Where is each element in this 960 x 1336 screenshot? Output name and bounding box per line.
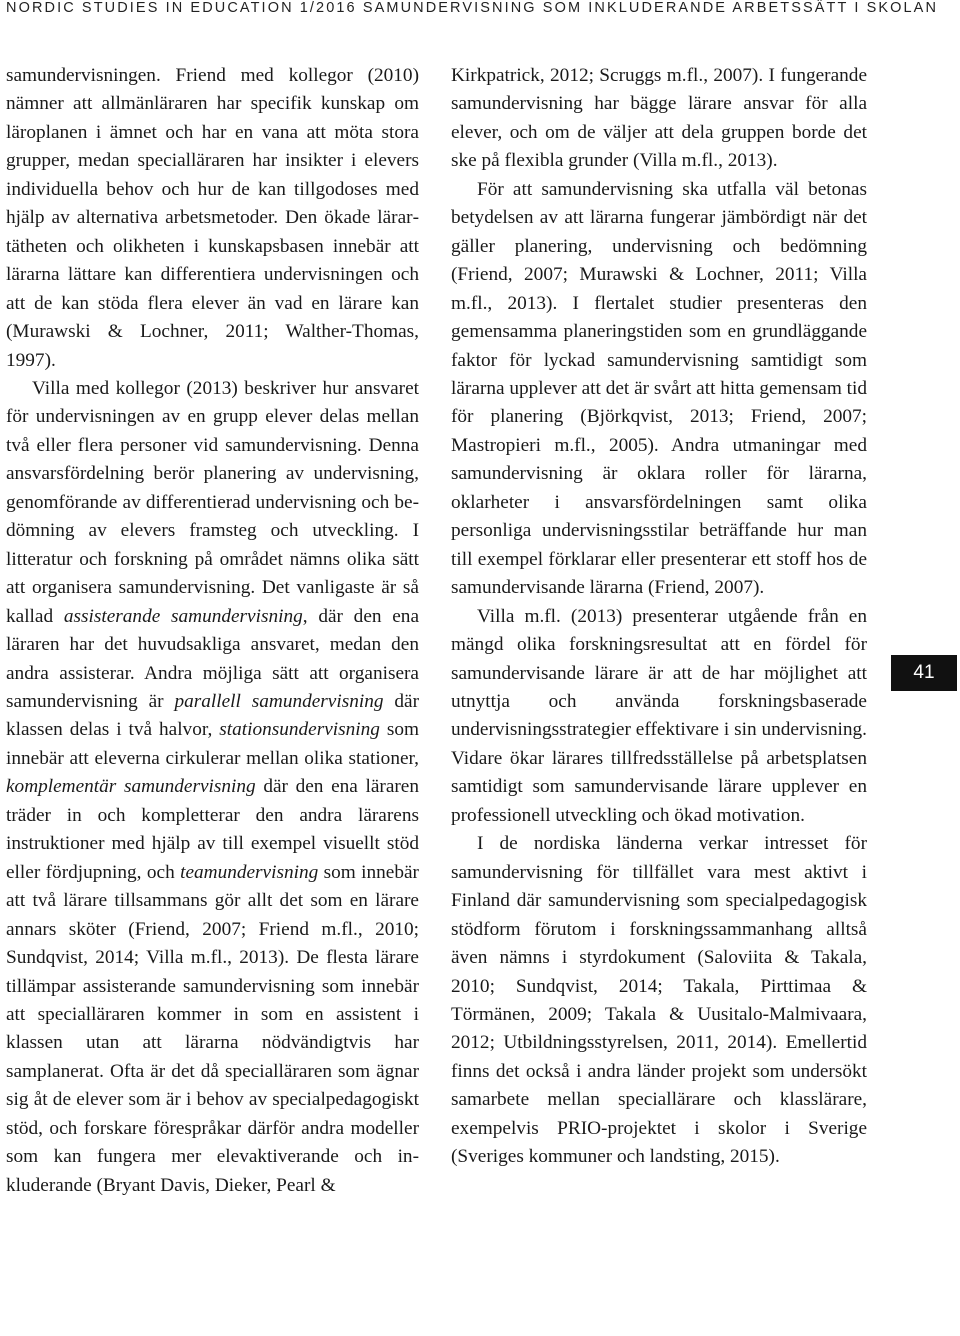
term-assisterande: assisterande samundervisning — [63, 605, 303, 627]
left-column — [6, 62, 419, 1200]
running-header: NORDIC STUDIES IN EDUCATION 1/2016 SAMUNDERVISNING SOM INKLUDERANDE ARBETSSÄTT I SKOLAN — [6, 0, 939, 16]
paragraph: För att samundervisning ska utfalla väl betonas betydelsen av att lärarna fungerar jämbördigt när det gäller planering, undervisning och bedömning (Friend, 2007; Murawski & Lochner, 2011; Villa m.fl., 2013). I flertalet studier presenteras den gemensamma planeringstiden som en grundläggande faktor för lyckad samundervisning samtidigt som lärarna upplever att det är svårt att hitta gemensam tid för planering (Björkqvist, 2013; Friend, 2007; Mastropieri m.fl., 2005). Andra utmaningar med samundervisning är oklara roller för lärarna, oklarheter i ansvarsfördelningen samt olika personliga undervisningsstilar beträffande hur man till exempel förklarar eller presenterar ett stoff hos de samundervisande lärarna (Friend, 2007). — [451, 178, 867, 599]
term-teamundervisning: teamundervisning — [180, 861, 319, 883]
paragraph — [6, 62, 419, 375]
paragraph-text: samundervisningen. Friend med kollegor (2010) nämner att allmänläraren har specifik kunskap om läroplanen i ämnet och har en vana att möta stora grupper, medan specialläraren har insikter i elevers individuella behov och hur de kan tillgodoses med hjälp av alternativa arbetsmetoder. Den ökade lärartätheten och olikheten i kunskapsbasen innebär att lärarna lättare kan differentiera undervisningen och att de kan stöda flera elever än vad en lärare kan (Murawski & Lochner, 2011; Walther-Thomas, 1997). — [6, 65, 419, 371]
term-parallell: parallell samundervisning — [174, 690, 384, 712]
paragraph-text: Villa med kollegor (2013) beskriver hur ansvaret för undervisningen av en grupp elever delas mellan två eller flera personer vid samundervisning. Denna ansvarsfördelning berör planering av undervisning, genomförande av differentierad undervisning och bedömning av elevers framsteg och utveckling. I litteratur och forskning på området nämns olika sätt att organisera samundervisning. Det vanligaste är så kallad — [6, 377, 419, 627]
paragraph-text: , där den ena läraren har det huvudsakliga ansvaret, medan den andra assisterar. Andra möjliga sätt att organisera samundervisning är — [6, 605, 420, 712]
paragraph-text: där den ena läraren träder in och kompletterar den andra lärarens instruktioner med hjälp av till exempel visuellt stöd eller fördjupning, och — [6, 776, 419, 883]
paragraph-text: som innebär att eleverna cirkulerar mellan olika stationer, — [6, 719, 419, 769]
paragraph: Villa m.fl. (2013) presenterar utgående från en mängd olika forskningsresultat att en fördel för samundervisande lärare är att de har möjlighet att utnyttja och använda forskningsbaserade undervisningsstrategier effektivare i sin undervisning. Vidare ökar lärares tillfredsställelse på arbetsplatsen samtidigt som samundervisande lärare upplever en professionell utveckling och ökad motivation. — [451, 605, 867, 826]
page-number-badge: 41 — [891, 655, 957, 691]
paragraph — [6, 375, 419, 1200]
paragraph: Kirkpatrick, 2012; Scruggs m.fl., 2007). I fungerande samundervisning har bägge lärare ansvar för alla elever, och om de väljer att dela gruppen borde det ske på flexibla grunder (Villa m.fl., 2013). — [451, 65, 867, 172]
right-column — [451, 62, 867, 1172]
term-stationsundervisning: stationsundervisning — [219, 719, 380, 741]
paragraph-text: som innebär att två lärare tillsammans gör allt det som en lärare annars sköter (Friend, 2007; Friend m.fl., 2010; Sundqvist, 2014; Villa m.fl., 2013). De flesta lärare tillämpar assisterande samundervisning som innebär att specialläraren kommer in som en assistent i klassen utan att lärarna nödvändigtvis har samplanerat. Ofta är det då specialläraren som ägnar sig åt de elever som är i behov av specialpedagogiskt stöd, och forskare förespråkar därför andra modeller som kan fungera mer elevaktiverande och inkluderande (Bryant Davis, Dieker, Pearl & — [6, 861, 419, 1196]
term-komplementar: komplementär samundervisning — [6, 776, 256, 798]
paragraph-text: där klassen delas i två halvor, — [6, 690, 419, 741]
paragraph: I de nordiska länderna verkar intresset för samundervisning för tillfället vara mest aktivt i Finland där samundervisning som specialpedagogisk stödform förutom i forskningssammanhang alltså även nämns i styrdokument (Saloviita & Takala, 2010; Sundqvist, 2014; Takala, Pirttimaa & Törmänen, 2009; Takala & Uusitalo-Malmivaara, 2012; Utbildningsstyrelsen, 2011, 2014). Emellertid finns det också i andra länder projekt som undersökt samarbete mellan speciallärare och klasslärare, exempelvis PRIO-projektet i skolor i Sverige (Sveriges kommuner och landsting, 2015). — [451, 833, 867, 1168]
